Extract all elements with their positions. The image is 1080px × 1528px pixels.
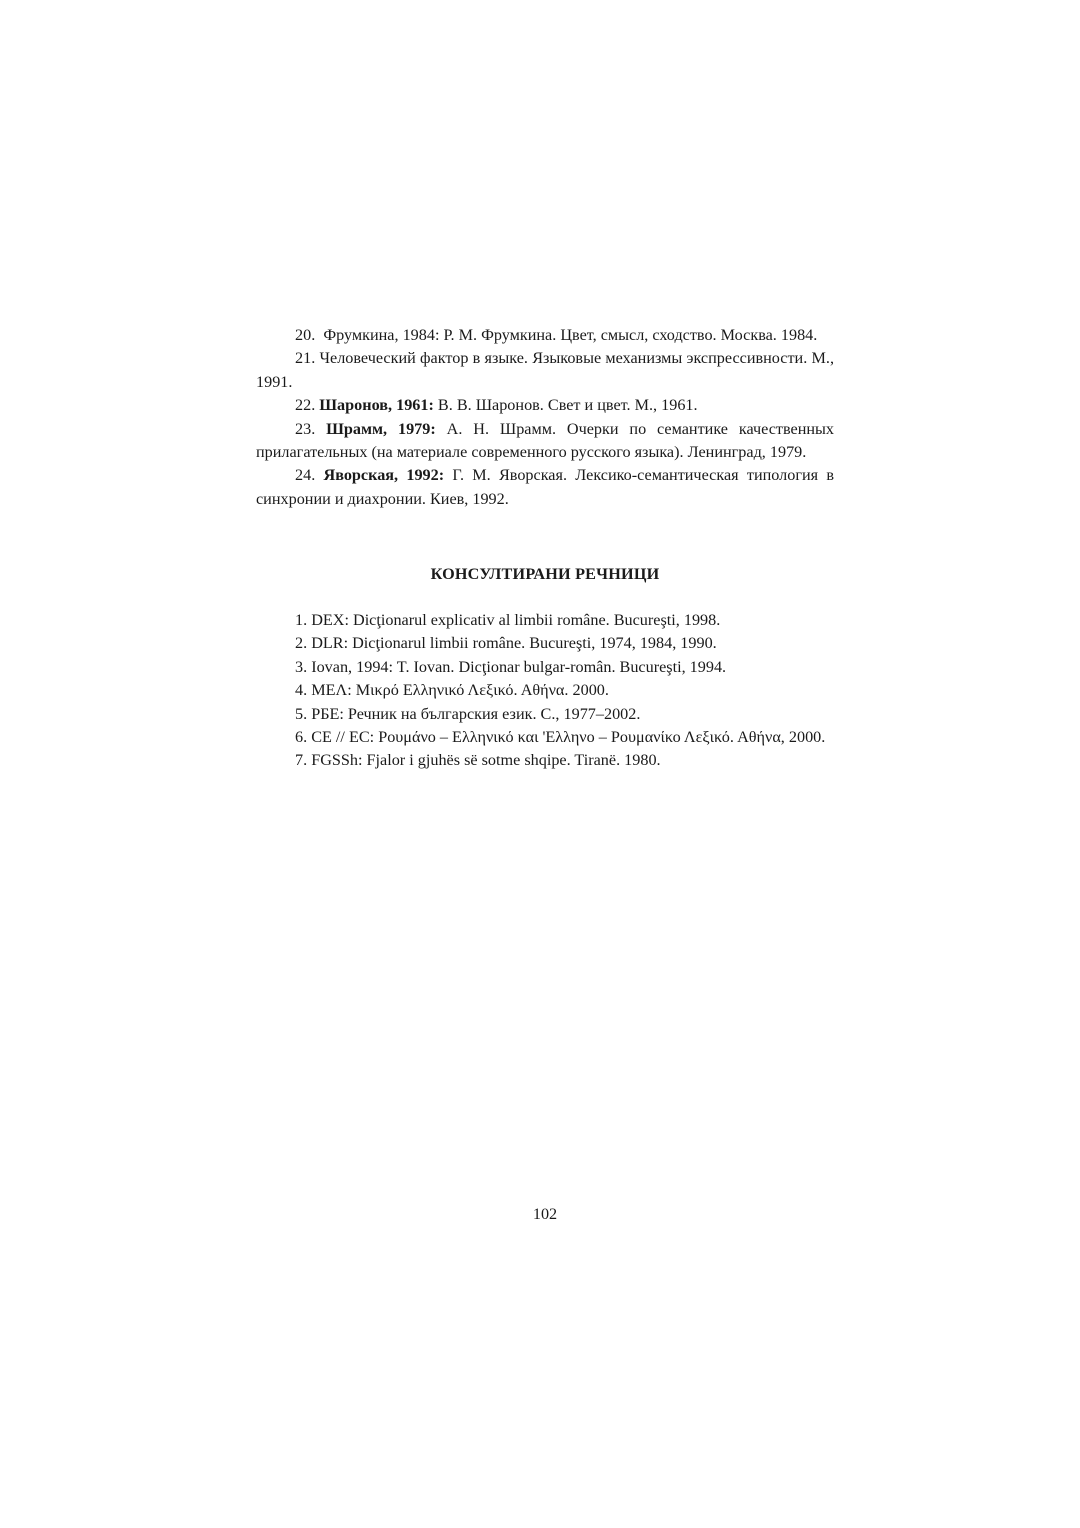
reference-text: Г. М. Яворская. Лексико-семантическая типология в синхронии и диахронии. Киев, 1992. [256,466,834,508]
dictionary-text: DLR: Dicţionarul limbii române. Bucureşti, 1974, 1984, 1990. [311,634,717,653]
reference-entry-20 [256,324,834,347]
dictionary-text: РБЕ: Речник на българския език. С., 1977–2002. [311,704,641,723]
dictionary-text: DEX: Dicţionarul explicativ al limbii române. Bucureşti, 1998. [311,611,721,629]
dictionary-number: 1. [295,611,308,629]
dictionary-text: Iovan, 1994: T. Iovan. Dicţionar bulgar-român. Bucureşti, 1994. [311,657,727,676]
dictionary-text: МЕΛ: Μικρό Ελληνικό Λεξικό. Αθήνα. 2000. [311,681,609,700]
dictionary-text: СЕ // ЕС: Ρουμάνο – Ελληνικό και 'Ελληνο – Ρουμανίκο Λεξικό. Αθήνα, 2000. [311,728,826,747]
reference-entry-24 [256,464,834,511]
reference-number: 21. [295,349,316,368]
dictionary-list [256,609,834,773]
dictionary-number: 5. [295,704,308,723]
dictionary-text: FGSSh: Fjalor i gjuhës së sotme shqipe. Tiranë. 1980. [311,751,661,770]
dictionary-entry-2 [256,632,834,655]
dictionary-number: 2. [295,634,308,653]
dictionary-entry-4 [256,679,834,702]
reference-text: Фрумкина, 1984: Р. М. Фрумкина. Цвет, смысл, сходство. Москва. 1984. [323,326,818,344]
reference-number: 24. [295,466,316,485]
reference-author-year: Яворская, 1992: [323,466,445,485]
dictionary-entry-5 [256,703,834,726]
dictionary-entry-6 [256,726,834,749]
page-number: 102 [532,1205,558,1223]
dictionary-entry-7 [256,749,834,772]
reference-author-year: Шрамм, 1979: [326,419,436,438]
reference-list [256,324,834,511]
reference-text: А. Н. Шрамм. Очерки по семантике качественных прилагательных (на материале современного русского языка). Ленинград, 1979. [256,419,835,462]
reference-number: 22. [295,396,316,415]
reference-author-year: Шаронов, 1961: [319,396,434,415]
reference-entry-22 [256,394,834,417]
reference-number: 23. [295,419,316,438]
reference-text: В. В. Шаронов. Свет и цвет. М., 1961. [437,396,698,415]
reference-number: 20. [295,326,316,344]
reference-entry-23 [256,418,834,465]
dictionary-number: 6. [295,728,308,747]
reference-entry-21 [256,347,834,394]
dictionary-number: 4. [295,681,308,700]
section-heading: КОНСУЛТИРАНИ РЕЧНИЦИ [430,565,660,583]
dictionary-entry-3 [256,656,834,679]
dictionary-number: 3. [295,657,308,676]
dictionary-entry-1 [256,609,834,632]
dictionary-number: 7. [295,751,308,770]
reference-text: Человеческий фактор в языке. Языковые механизмы экспрессивности. М., 1991. [256,349,834,391]
